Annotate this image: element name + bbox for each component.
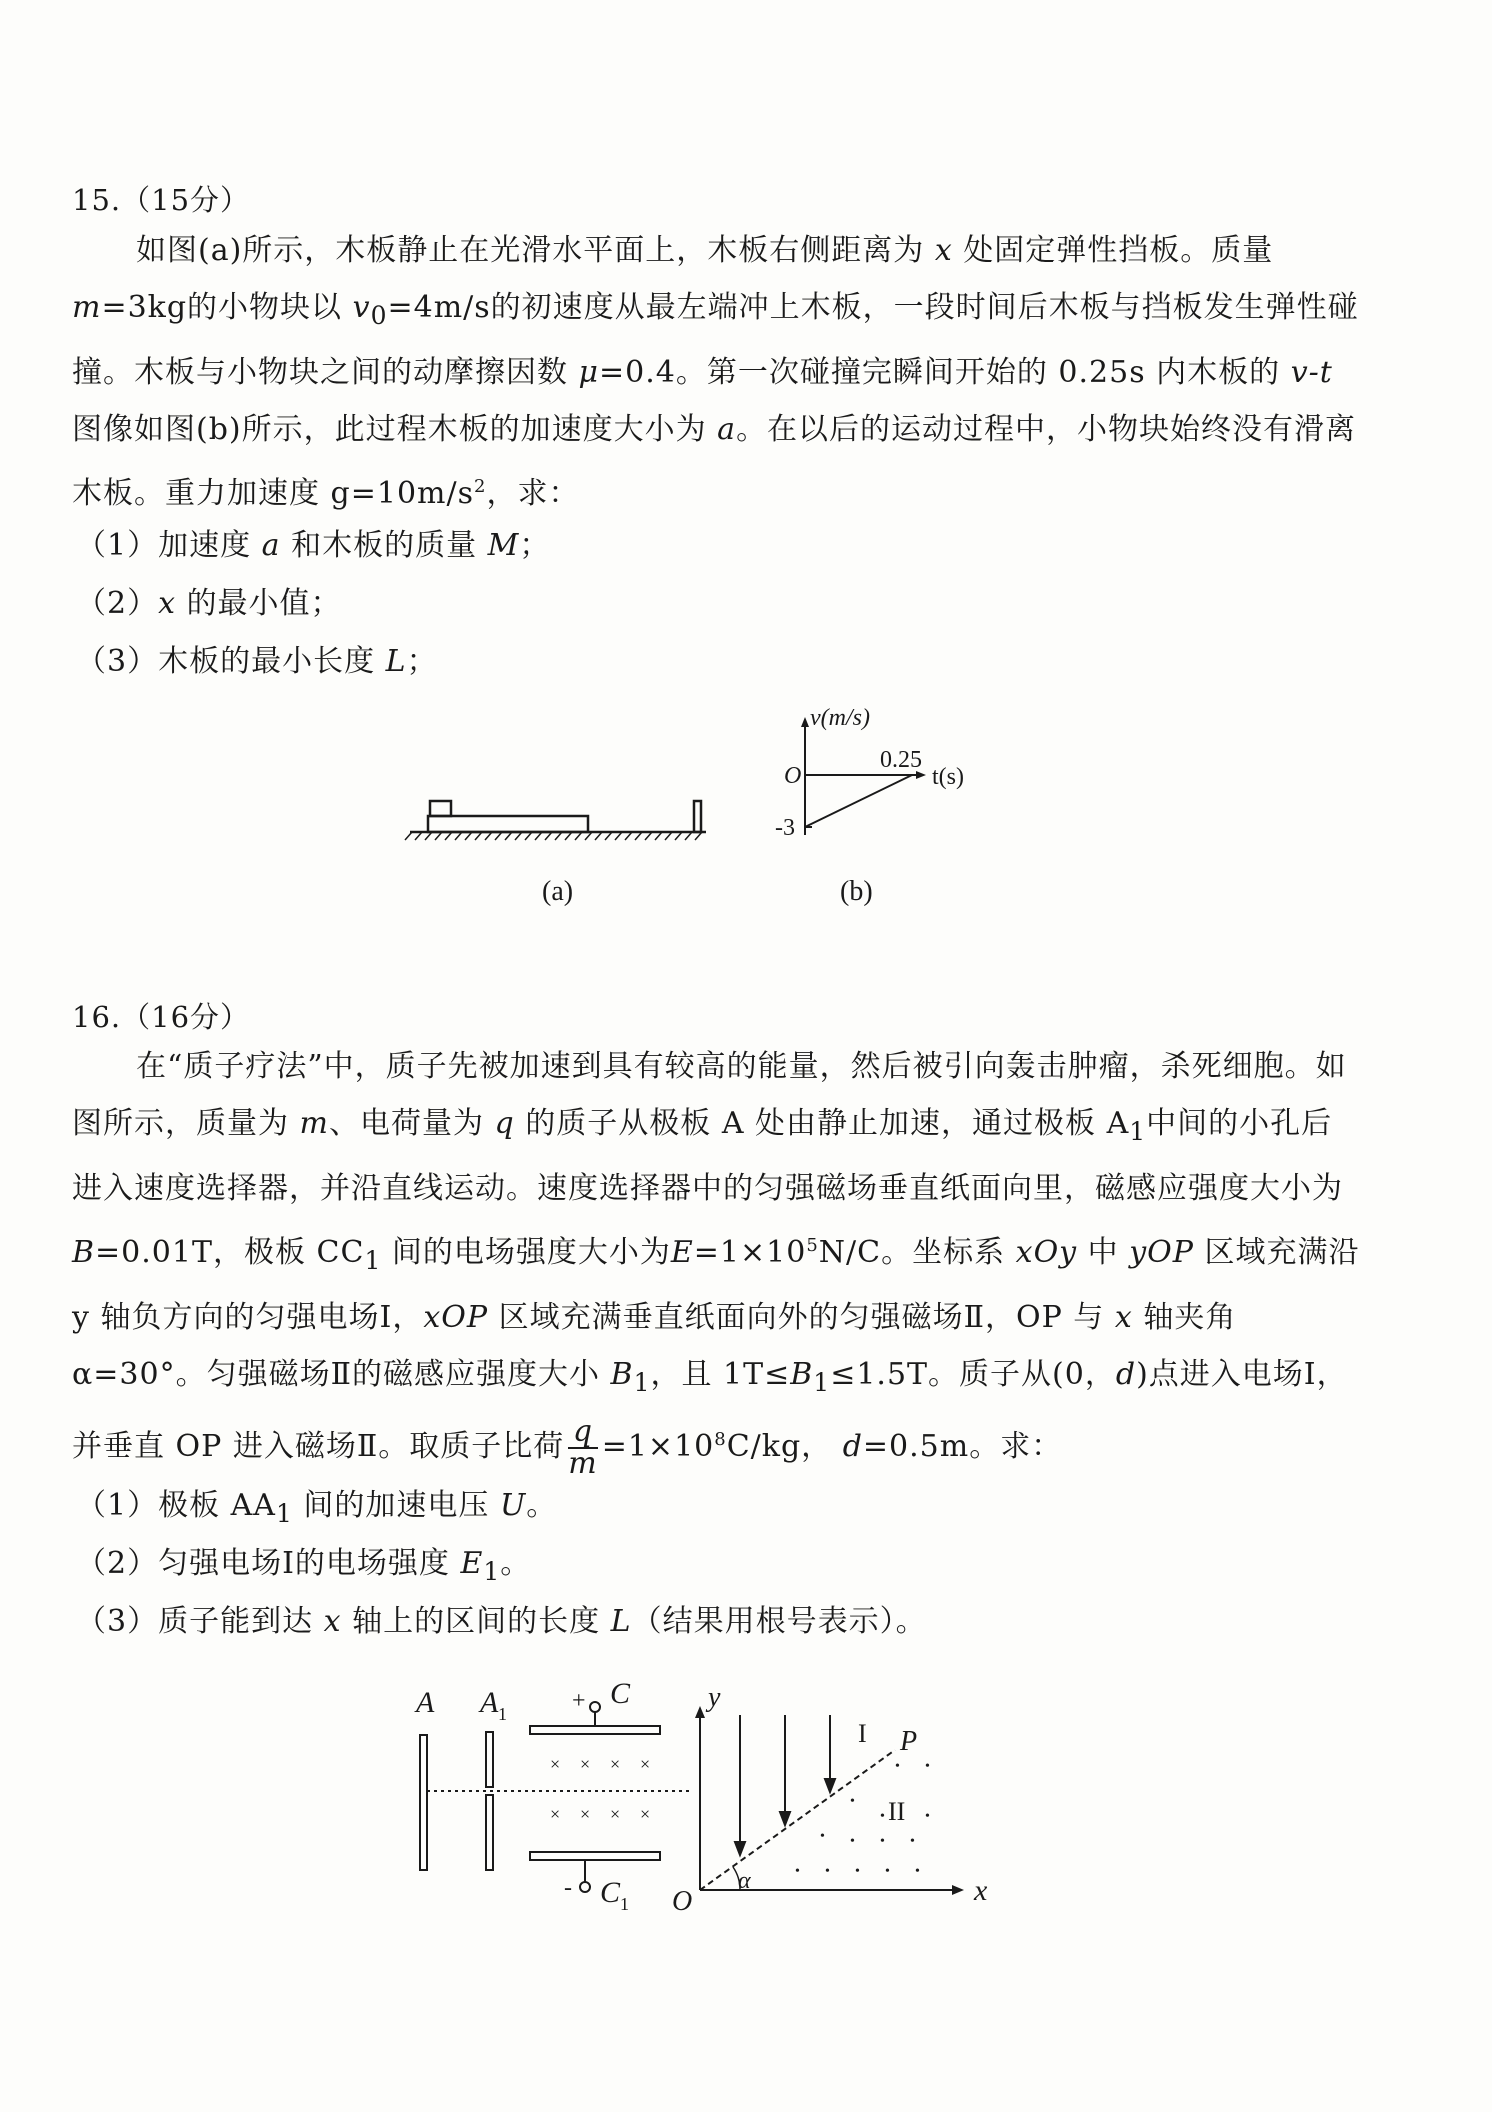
question-16-text: 在“质子疗法”中，质子先被加速到具有较高的能量，然后被引向轰击肿瘤，杀死细胞。如图所示，质量为 m、电荷量为 q 的质子从极板 A 处由静止加速，通过极板 $A_1$中间的小孔后进入速度选择器，并沿直线运动。速度选择器中的匀强磁场垂直纸面向里，磁感应强度大小为 B=0.01T，极板 $CC_1$ 间的电场强度大小为$E=1\times 10^5N/C$。坐标系 xOy 中 yOP 区域充满沿 y 轴负方向的匀强电场Ⅰ，xOP 区域充满垂直纸面向外的匀强磁场Ⅱ，OP 与 x 轴夹角 α=30°。匀强磁场Ⅱ的磁感应强度大小 $B_1$，且 $1T\le B_1\le 1.5T$。质子从(0，d)点进入电场Ⅰ，并垂直 OP 进入磁场Ⅱ。取质子比荷 $\frac{q}{m}$ $=1\times 10^8C/kg$， d=0.5m。求： [72,1049,1360,1481]
question-16-item-3: （3）质子能到达 x 轴上的区间的长度 L（结果用根号表示）。 [76,1604,927,1639]
plate-C1 [530,1852,660,1860]
dot-mark: • [915,1864,920,1879]
plate-A1-top [486,1732,493,1787]
dot-mark: • [880,1834,885,1849]
plate-C-label: C [610,1677,631,1710]
plate-C1-label: C [600,1876,621,1909]
v-axis-arrow [801,717,809,727]
elastic-baffle [694,801,701,832]
figure-15a [400,780,730,910]
plate-C-terminal [590,1702,600,1712]
question-16-item-2: （2）匀强电场Ⅰ的电场强度 $E_1$。 [76,1546,532,1586]
cross-mark: × [640,1754,651,1774]
cross-mark: × [610,1754,621,1774]
figure-15b-vt-graph [770,695,1000,915]
dot-mark: • [855,1864,860,1879]
plate-A1-bottom [486,1795,493,1870]
v-tick-label: -3 [775,815,795,841]
plate-A-label: A [416,1686,435,1719]
cross-mark: × [550,1804,561,1824]
dot-mark: • [910,1834,915,1849]
plate-C1-subscript: 1 [620,1894,629,1914]
cross-mark: × [610,1804,621,1824]
question-15-text: 如图(a)所示，木板静止在光滑水平面上，木板右侧距离为 x 处固定弹性挡板。质量 m=3kg的小物块以 $v_0=4m/s$的初速度从最左端冲上木板，一段时间后木板与挡板发生弹性碰撞。木板与小物块之间的动摩擦因数 μ=0.4。第一次碰撞完瞬间开始的 0.25s 内木板的 v-t 图像如图(b)所示，此过程木板的加速度大小为 a。在以后的运动过程中，小物块始终没有滑离木板。重力加速度 $g=10m/s^2$，求： [72,233,1359,511]
figure-b-label: (b) [840,876,873,907]
region-I-label: I [858,1719,867,1748]
origin-label: O [784,763,802,789]
board-and-block [428,801,588,832]
vt-line [805,775,912,827]
dot-mark: • [850,1834,855,1849]
dot-mark: • [820,1829,825,1844]
plate-C-sign: + [572,1688,586,1714]
cross-mark: × [550,1754,561,1774]
v-axis-label: v(m/s) [810,705,870,731]
plate-A1-subscript: 1 [498,1704,507,1724]
dot-mark: • [925,1759,930,1774]
plate-C [530,1726,660,1734]
figure-a-label: (a) [542,876,574,907]
cross-mark: × [640,1804,651,1824]
angle-alpha-label: α [738,1868,751,1894]
plate-C1-terminal [580,1882,590,1892]
cross-mark: × [580,1754,591,1774]
point-P-label: P [900,1726,918,1757]
dot-mark: • [925,1809,930,1824]
cross-mark: × [580,1804,591,1824]
t-axis-label: t(s) [932,764,964,790]
question-15-item-2: （2）x 的最小值； [76,586,342,621]
y-axis-label: y [708,1682,721,1713]
dot-mark: • [895,1759,900,1774]
dot-mark: • [825,1864,830,1879]
plate-A1-label: A [480,1686,499,1719]
dot-mark: • [795,1864,800,1879]
question-15-item-3: （3）木板的最小长度 L； [76,644,438,679]
t-tick-label: 0.25 [880,747,922,773]
charge-mass-ratio-fraction: $\frac{q}{m}$ [568,1414,598,1481]
plate-A [420,1735,427,1870]
x-axis-arrow [952,1885,964,1895]
figure-16-proton-apparatus [400,1670,1020,1945]
y-axis-arrow [695,1706,705,1718]
question-16-item-1: （1）极板 $AA_1$ 间的加速电压 U。 [76,1488,558,1528]
x-axis-label: x [974,1874,988,1907]
plate-C1-sign: - [564,1875,572,1901]
dot-mark: • [850,1794,855,1809]
field-out-of-page-marks [795,1759,930,1879]
origin-label: O [672,1886,693,1917]
dot-mark: • [885,1864,890,1879]
question-15-heading: 15.（15分） [72,183,251,217]
region-II-label: II [888,1797,906,1826]
question-15-item-1: （1）加速度 a 和木板的质量 M； [76,528,551,563]
question-16-heading: 16.（16分） [72,1000,251,1034]
field-into-page-marks [550,1754,650,1824]
dot-mark: • [880,1809,885,1824]
